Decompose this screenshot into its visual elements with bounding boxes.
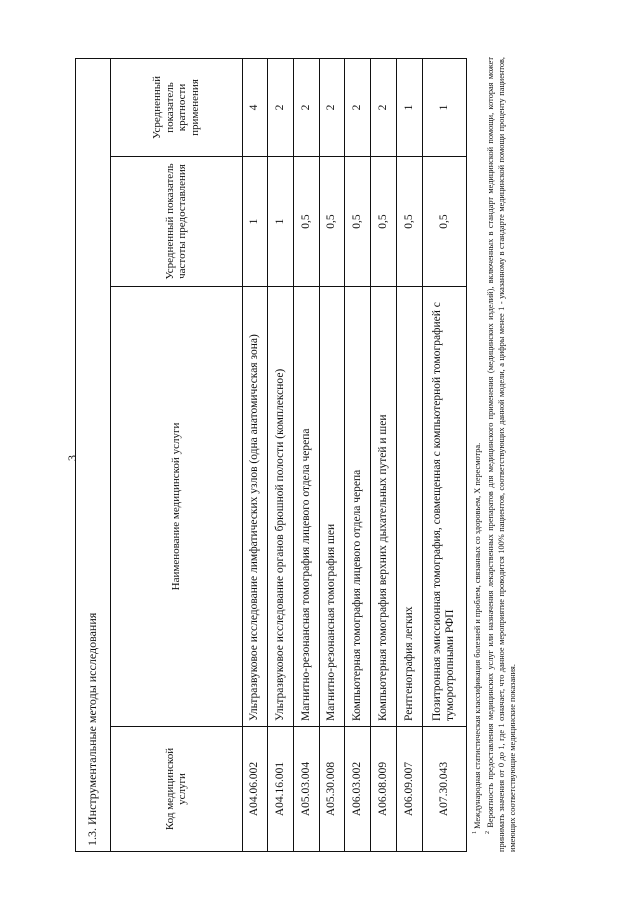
footnote-2-mark: 2 bbox=[484, 831, 491, 834]
page-number: 3 bbox=[65, 455, 79, 461]
footnote-1-text: Международная статистическая классификация болезней и проблем, связанных со здоровьем, X пересмотра. bbox=[472, 442, 482, 829]
table-row bbox=[242, 58, 268, 851]
frequency-cell: 0,5 bbox=[396, 157, 422, 287]
service-name-cell: Ультразвуковое исследование лимфатических узлов (одна анатомическая зона) bbox=[242, 287, 268, 727]
multiplicity-cell: 2 bbox=[294, 58, 320, 156]
multiplicity-cell: 1 bbox=[422, 58, 466, 156]
footnote-2 bbox=[483, 57, 518, 852]
table-row bbox=[422, 58, 466, 851]
services-table-wrap bbox=[75, 59, 467, 852]
table-row bbox=[371, 58, 397, 851]
header-frequency: Усредненный показатель частоты предоставления bbox=[111, 157, 242, 287]
service-name-cell: Рентгенография легких bbox=[396, 287, 422, 727]
table-body bbox=[242, 58, 466, 851]
frequency-cell: 0,5 bbox=[422, 157, 466, 287]
frequency-cell: 0,5 bbox=[294, 157, 320, 287]
header-code: Код медицинской услуги bbox=[111, 727, 242, 852]
service-name-cell: Магнитно-резонансная томография лицевого отдела черепа bbox=[294, 287, 320, 727]
section-title: 1.3. Инструментальные методы исследования bbox=[76, 58, 111, 851]
frequency-cell: 1 bbox=[268, 157, 294, 287]
frequency-cell: 0,5 bbox=[345, 157, 371, 287]
service-code-cell: A07.30.043 bbox=[422, 727, 466, 852]
frequency-cell: 0,5 bbox=[371, 157, 397, 287]
multiplicity-cell: 2 bbox=[345, 58, 371, 156]
multiplicity-cell: 1 bbox=[396, 58, 422, 156]
service-code-cell: A06.09.007 bbox=[396, 727, 422, 852]
frequency-cell: 1 bbox=[242, 157, 268, 287]
table-header-row bbox=[111, 58, 242, 851]
table-row bbox=[268, 58, 294, 851]
multiplicity-cell: 2 bbox=[268, 58, 294, 156]
service-code-cell: A04.16.001 bbox=[268, 727, 294, 852]
service-name-cell: Компьютерная томография верхних дыхательных путей и шеи bbox=[371, 287, 397, 727]
service-code-cell: A05.03.004 bbox=[294, 727, 320, 852]
service-name-cell: Компьютерная томография лицевого отдела черепа bbox=[345, 287, 371, 727]
header-multiplicity: Усредненный показатель кратности применения bbox=[111, 58, 242, 156]
footnote-1 bbox=[470, 57, 483, 852]
multiplicity-cell: 4 bbox=[242, 58, 268, 156]
table-row bbox=[396, 58, 422, 851]
footnote-1-mark: 1 bbox=[472, 831, 478, 834]
footnotes bbox=[470, 57, 518, 852]
service-code-cell: A06.03.002 bbox=[345, 727, 371, 852]
multiplicity-cell: 2 bbox=[371, 58, 397, 156]
table-row bbox=[294, 58, 320, 851]
service-code-cell: A06.08.009 bbox=[371, 727, 397, 852]
footnote-2-text: Вероятность предоставления медицинских услуг или назначения лекарственных препаратов для медицинского применения (медицинских изделий), включенных в стандарт медицинской помощи, которая может принимать значения от 0 до 1, где 1 означает, что данное мероприятие проводится 100% пациентов, соответствующих данной модели, а цифры менее 1 - указанному в стандарте медицинской помощи проценту пациентов, имеющих соответствующие медицинские показания. bbox=[485, 57, 517, 852]
service-name-cell: Позитронная эмиссионная томография, совмещенная с компьютерной томографией с туморотропными РФП bbox=[422, 287, 466, 727]
service-code-cell: A04.06.002 bbox=[242, 727, 268, 852]
multiplicity-cell: 2 bbox=[319, 58, 345, 156]
table-row bbox=[319, 58, 345, 851]
service-name-cell: Магнитно-резонансная томография шеи bbox=[319, 287, 345, 727]
service-name-cell: Ультразвуковое исследование органов брюшной полости (комплексное) bbox=[268, 287, 294, 727]
table-row bbox=[345, 58, 371, 851]
services-table bbox=[75, 58, 467, 852]
frequency-cell: 0,5 bbox=[319, 157, 345, 287]
service-code-cell: A05.30.008 bbox=[319, 727, 345, 852]
header-name: Наименование медицинской услуги bbox=[111, 287, 242, 727]
